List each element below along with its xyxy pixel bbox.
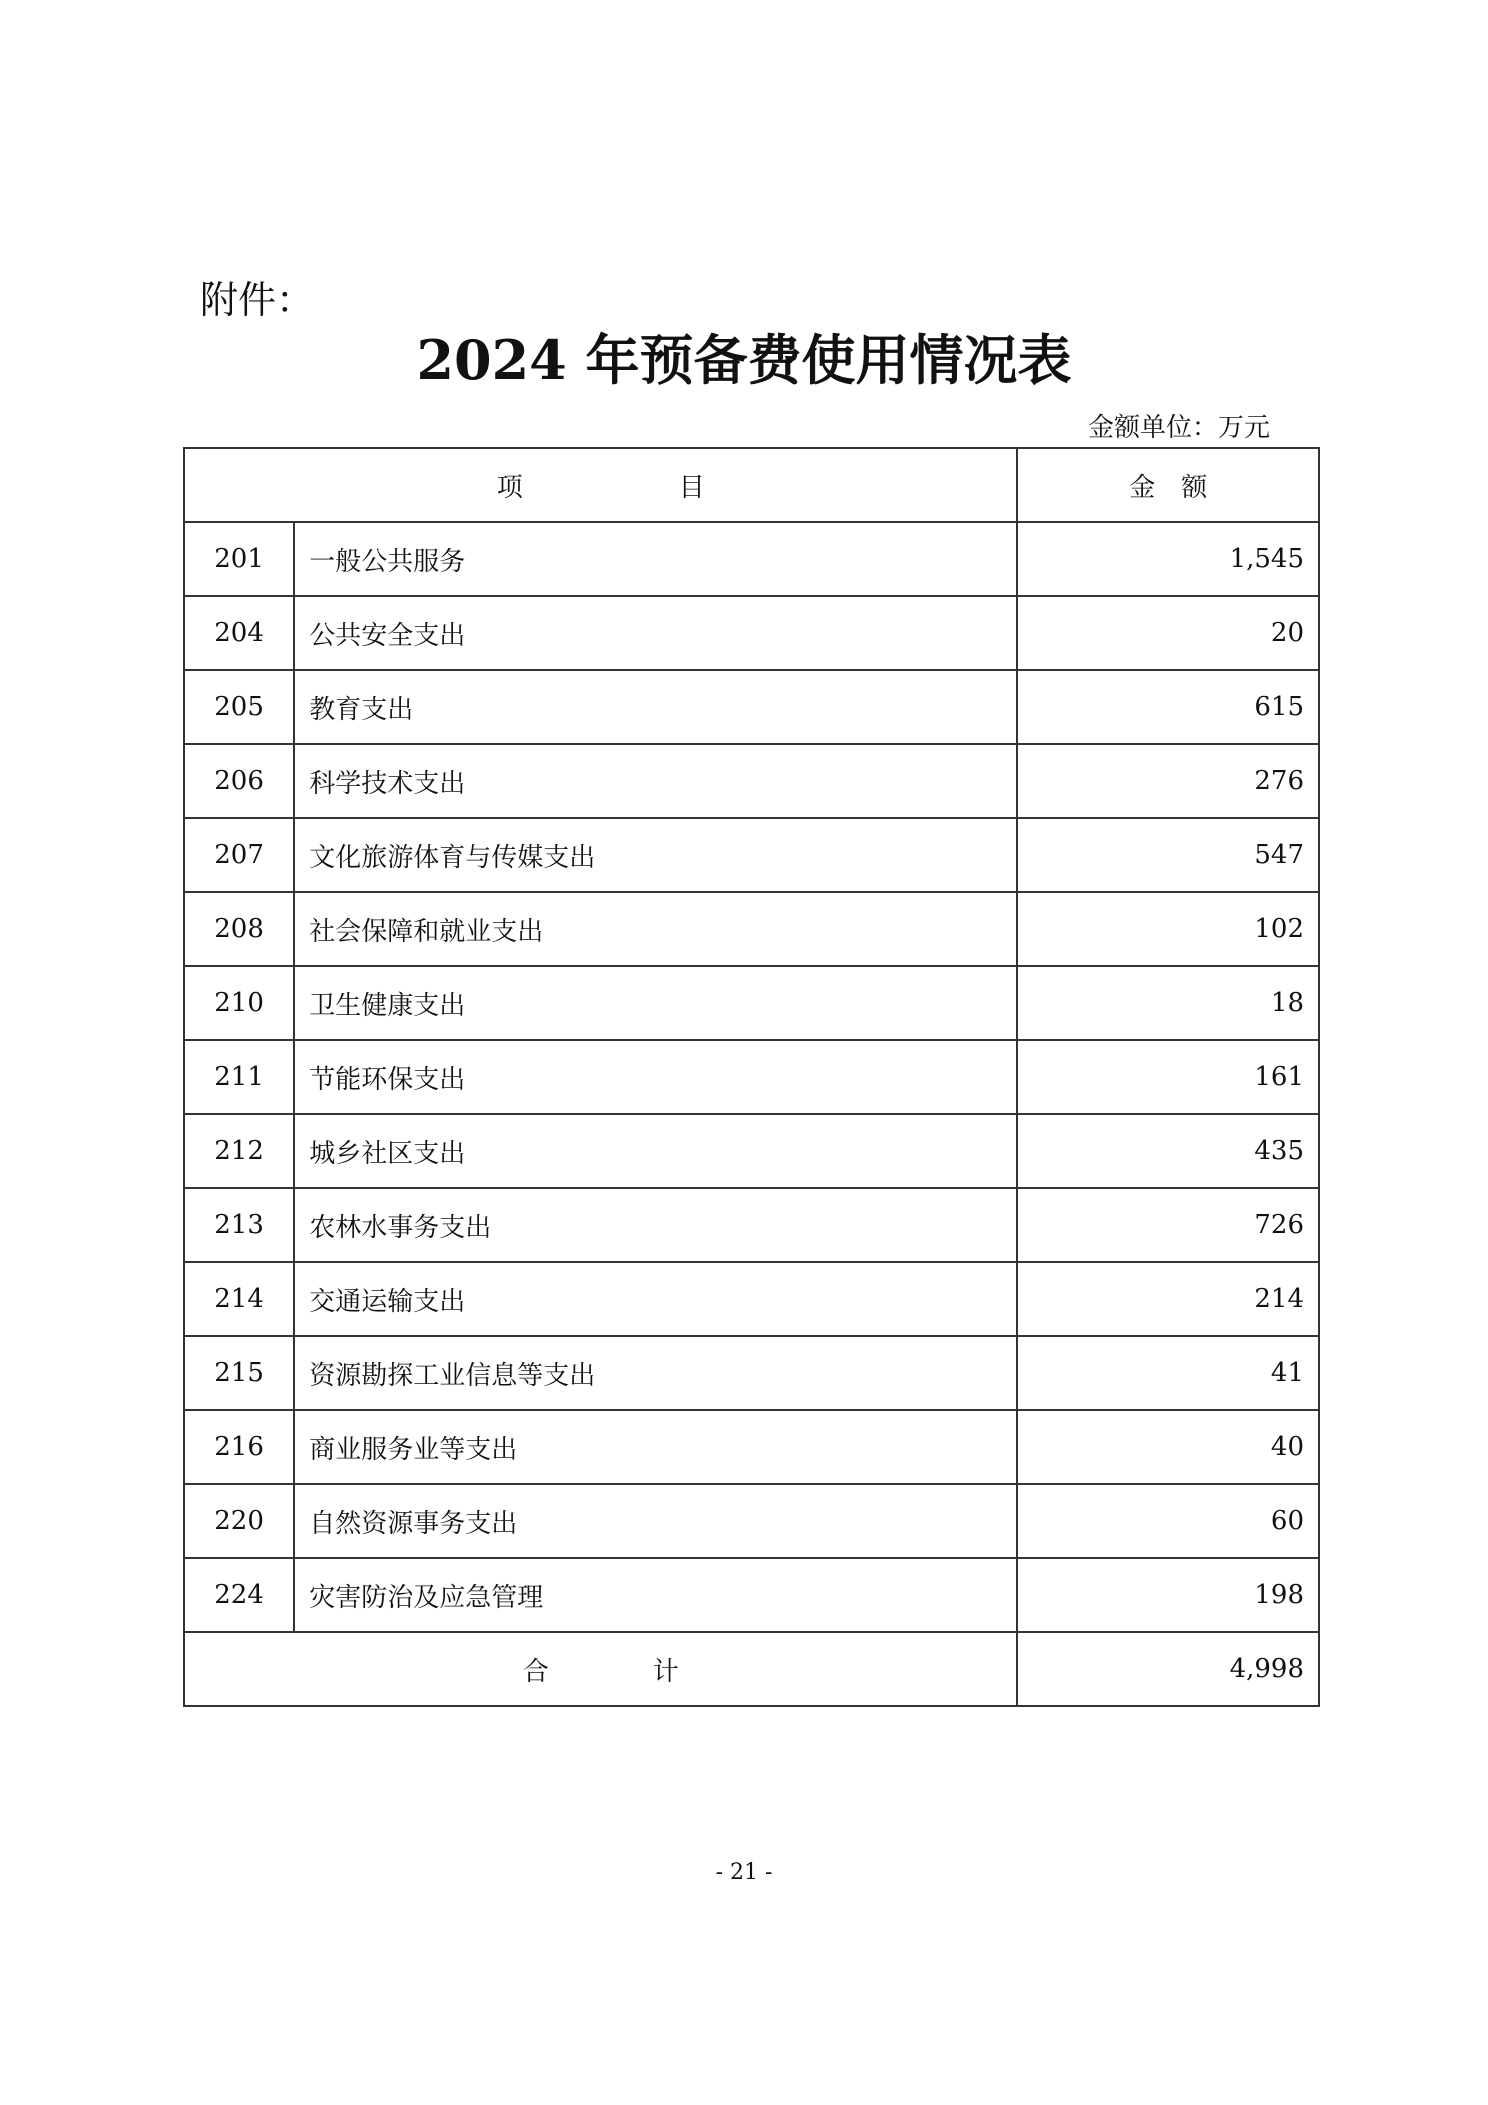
row-name: 文化旅游体育与传媒支出 — [294, 818, 1017, 892]
row-name: 自然资源事务支出 — [294, 1484, 1017, 1558]
row-name: 一般公共服务 — [294, 522, 1017, 596]
row-amount: 60 — [1017, 1484, 1319, 1558]
table-row — [184, 1558, 1319, 1632]
row-name: 交通运输支出 — [294, 1262, 1017, 1336]
page-number: - 21 - — [715, 1860, 773, 1885]
table-row — [184, 670, 1319, 744]
row-name: 教育支出 — [294, 670, 1017, 744]
table-row — [184, 1040, 1319, 1114]
row-name: 卫生健康支出 — [294, 966, 1017, 1040]
row-code: 204 — [184, 596, 294, 670]
row-code: 216 — [184, 1410, 294, 1484]
row-amount: 547 — [1017, 818, 1319, 892]
table-row — [184, 1336, 1319, 1410]
table-row — [184, 1484, 1319, 1558]
row-amount: 41 — [1017, 1336, 1319, 1410]
table-row — [184, 1188, 1319, 1262]
row-amount: 276 — [1017, 744, 1319, 818]
row-name: 农林水事务支出 — [294, 1188, 1017, 1262]
row-name: 灾害防治及应急管理 — [294, 1558, 1017, 1632]
header-item: 项 目 — [184, 448, 1017, 522]
budget-table — [183, 447, 1320, 1707]
row-name: 商业服务业等支出 — [294, 1410, 1017, 1484]
row-amount: 1,545 — [1017, 522, 1319, 596]
row-name: 社会保障和就业支出 — [294, 892, 1017, 966]
table-header-row — [184, 448, 1319, 522]
table-row — [184, 522, 1319, 596]
table-body — [184, 522, 1319, 1632]
row-amount: 615 — [1017, 670, 1319, 744]
row-code: 224 — [184, 1558, 294, 1632]
row-amount: 214 — [1017, 1262, 1319, 1336]
row-name: 资源勘探工业信息等支出 — [294, 1336, 1017, 1410]
row-amount: 435 — [1017, 1114, 1319, 1188]
row-amount: 726 — [1017, 1188, 1319, 1262]
row-code: 210 — [184, 966, 294, 1040]
table-row — [184, 818, 1319, 892]
document-title: 2024 年预备费使用情况表 — [416, 328, 1072, 392]
table-row — [184, 1262, 1319, 1336]
row-code: 214 — [184, 1262, 294, 1336]
row-code: 201 — [184, 522, 294, 596]
header-amount: 金 额 — [1017, 448, 1319, 522]
row-code: 206 — [184, 744, 294, 818]
attachment-label: 附件： — [200, 278, 315, 322]
row-code: 215 — [184, 1336, 294, 1410]
row-amount: 161 — [1017, 1040, 1319, 1114]
row-amount: 20 — [1017, 596, 1319, 670]
row-code: 220 — [184, 1484, 294, 1558]
row-code: 207 — [184, 818, 294, 892]
unit-label: 金额单位：万元 — [1087, 413, 1270, 443]
total-row — [184, 1632, 1319, 1706]
total-amount: 4,998 — [1017, 1632, 1319, 1706]
table-row — [184, 966, 1319, 1040]
table-row — [184, 1114, 1319, 1188]
row-amount: 198 — [1017, 1558, 1319, 1632]
row-amount: 18 — [1017, 966, 1319, 1040]
row-amount: 40 — [1017, 1410, 1319, 1484]
table-row — [184, 744, 1319, 818]
total-label: 合 计 — [184, 1632, 1017, 1706]
row-name: 科学技术支出 — [294, 744, 1017, 818]
row-name: 公共安全支出 — [294, 596, 1017, 670]
row-code: 205 — [184, 670, 294, 744]
row-name: 城乡社区支出 — [294, 1114, 1017, 1188]
table-row — [184, 1410, 1319, 1484]
row-code: 211 — [184, 1040, 294, 1114]
table-row — [184, 596, 1319, 670]
row-code: 208 — [184, 892, 294, 966]
row-amount: 102 — [1017, 892, 1319, 966]
row-name: 节能环保支出 — [294, 1040, 1017, 1114]
table-row — [184, 892, 1319, 966]
row-code: 212 — [184, 1114, 294, 1188]
row-code: 213 — [184, 1188, 294, 1262]
